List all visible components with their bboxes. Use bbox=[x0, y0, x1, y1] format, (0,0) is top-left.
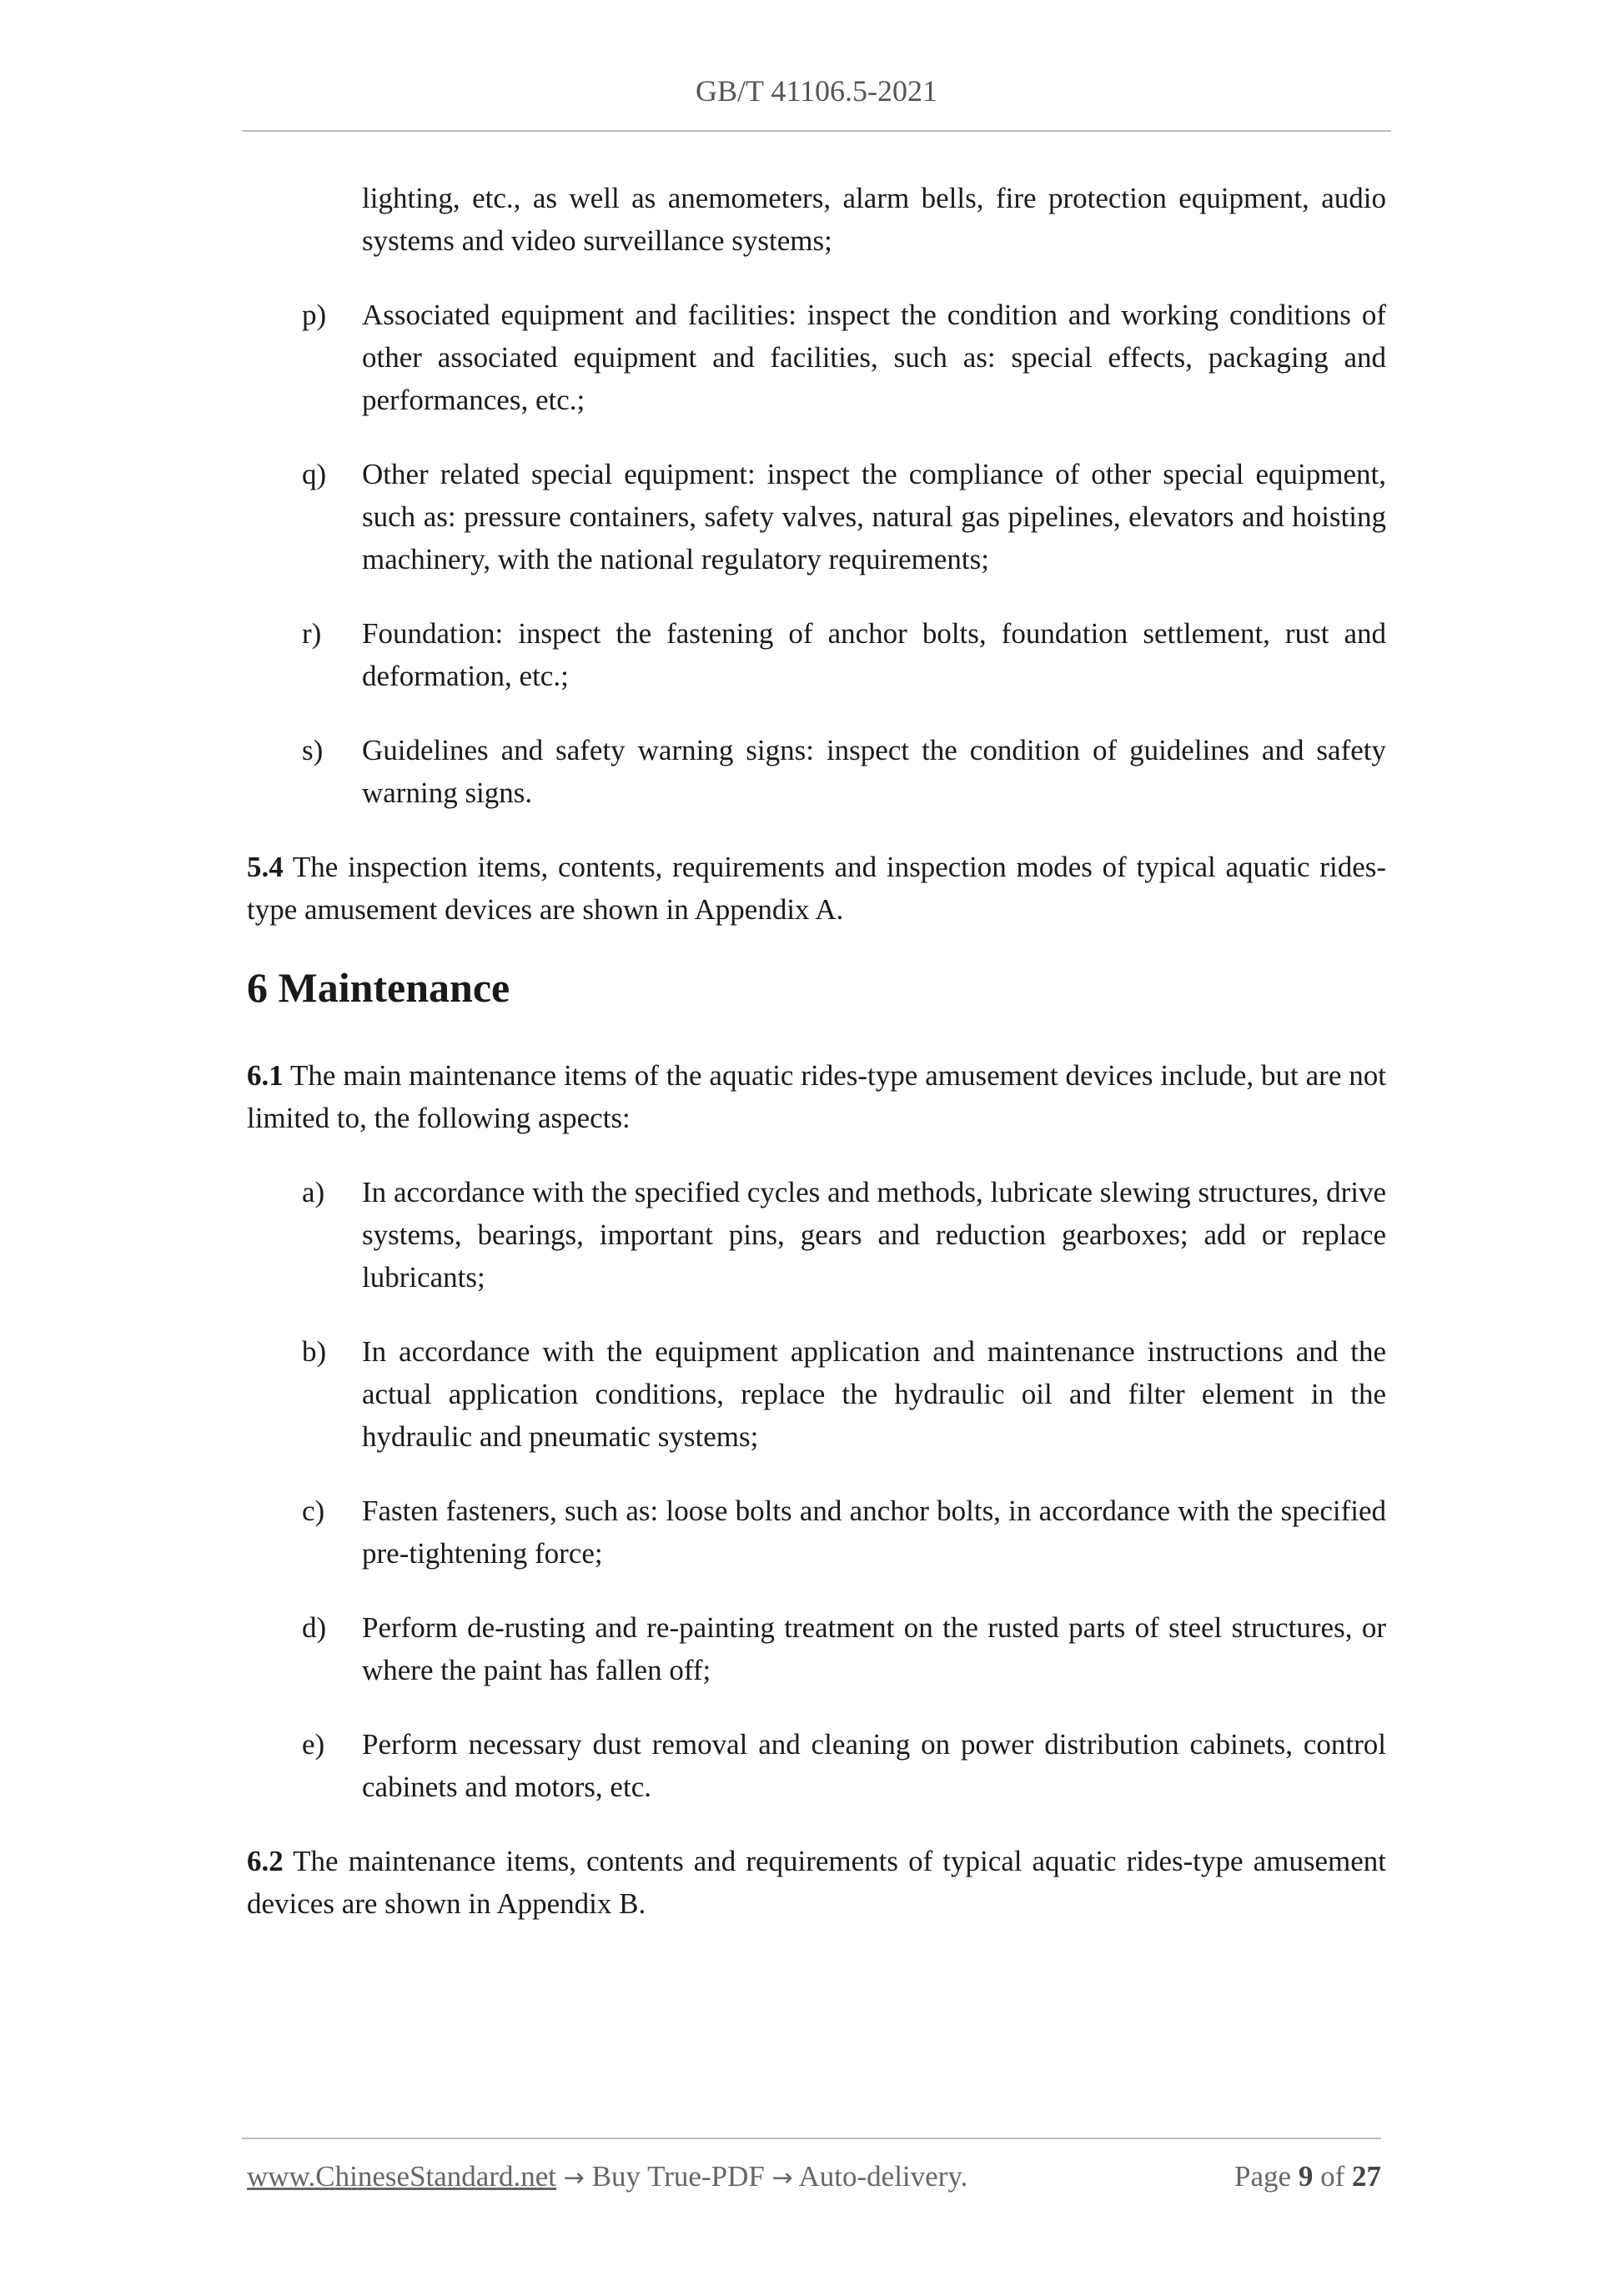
arrow-right-icon: → bbox=[563, 2163, 585, 2193]
footer-left bbox=[247, 2160, 967, 2193]
clause-number: 6.1 bbox=[247, 1059, 284, 1092]
continuation-text: lighting, etc., as well as anemometers, alarm bells, fire protection equipment, audio systems and video surveillance systems; bbox=[362, 182, 1386, 257]
arrow-right-icon: → bbox=[771, 2163, 793, 2193]
of-label: of bbox=[1313, 2160, 1352, 2193]
list-item-label: q) bbox=[302, 458, 327, 490]
list-item-label: p) bbox=[302, 299, 327, 331]
list-item-label: s) bbox=[302, 734, 324, 766]
list-item bbox=[247, 1330, 1386, 1458]
page-label: Page bbox=[1234, 2160, 1299, 2193]
list-item-label: a) bbox=[302, 1176, 325, 1208]
list-item-text: In accordance with the equipment application and maintenance instructions and the actual application conditions, replace the hydraulic oil and filter element in the hydraulic and pneumatic systems; bbox=[362, 1335, 1386, 1453]
clause-number: 6.2 bbox=[247, 1845, 284, 1877]
list-item-text: In accordance with the specified cycles and methods, lubricate slewing structures, drive systems, bearings, important pins, gears and reduction gearboxes; add or replace lubricants; bbox=[362, 1176, 1386, 1294]
list-item bbox=[247, 453, 1386, 580]
section-heading: 6 Maintenance bbox=[247, 964, 510, 1011]
list-item bbox=[247, 1171, 1386, 1299]
list-item-label: e) bbox=[302, 1728, 325, 1761]
list-item bbox=[247, 294, 1386, 421]
clause-6-1 bbox=[247, 1054, 1386, 1139]
list-item-text: Perform de-rusting and re-painting treatment on the rusted parts of steel structures, or where the paint has fallen off; bbox=[362, 1611, 1386, 1686]
site-link[interactable]: www.ChineseStandard.net bbox=[247, 2160, 556, 2193]
list-item-label: r) bbox=[302, 617, 322, 650]
list-item-text: Associated equipment and facilities: inspect the condition and working conditions of other associated equipment and facilities, such as: special effects, packaging and performances, etc.; bbox=[362, 299, 1386, 416]
list-item bbox=[247, 1606, 1386, 1691]
list-item-text: Other related special equipment: inspect the compliance of other special equipment, such as: pressure containers, safety valves, natural gas pipelines, elevators and hoisting machinery, with the national regulatory requirements; bbox=[362, 458, 1386, 575]
clause-text: The main maintenance items of the aquatic rides-type amusement devices include, but are not limited to, the following aspects: bbox=[247, 1059, 1386, 1134]
list-item-label: c) bbox=[302, 1495, 325, 1527]
clause-text: The maintenance items, contents and requirements of typical aquatic rides-type amusement devices are shown in Appendix B. bbox=[247, 1845, 1386, 1920]
list-item bbox=[247, 612, 1386, 697]
clause-5-4 bbox=[247, 846, 1386, 931]
page-footer bbox=[247, 2160, 1381, 2193]
document-body bbox=[247, 177, 1386, 1957]
list-item-text: Foundation: inspect the fastening of anchor bolts, foundation settlement, rust and deformation, etc.; bbox=[362, 617, 1386, 692]
list-item bbox=[247, 729, 1386, 814]
page-header: GB/T 41106.5-2021 bbox=[695, 74, 937, 108]
clause-text: The inspection items, contents, requirements and inspection modes of typical aquatic rides-type amusement devices are shown in Appendix A. bbox=[247, 851, 1386, 926]
page-total: 27 bbox=[1352, 2160, 1381, 2193]
list-item-text: Fasten fasteners, such as: loose bolts and anchor bolts, in accordance with the specified pre-tightening force; bbox=[362, 1495, 1386, 1570]
clause-number: 5.4 bbox=[247, 851, 284, 883]
list-item bbox=[247, 1723, 1386, 1808]
page-indicator bbox=[1234, 2160, 1381, 2193]
list-item-label: d) bbox=[302, 1611, 327, 1644]
list-item-text: Perform necessary dust removal and cleaning on power distribution cabinets, control cabinets and motors, etc. bbox=[362, 1728, 1386, 1803]
list-item-label: b) bbox=[302, 1335, 327, 1368]
delivery-text: Auto-delivery. bbox=[792, 2160, 968, 2193]
clause-6-2 bbox=[247, 1840, 1386, 1925]
header-divider bbox=[242, 130, 1391, 132]
list-item-text: Guidelines and safety warning signs: inspect the condition of guidelines and safety warning signs. bbox=[362, 734, 1386, 809]
footer-divider bbox=[242, 2138, 1381, 2139]
list-item bbox=[247, 1490, 1386, 1575]
page-number: 9 bbox=[1298, 2160, 1314, 2193]
buy-text: Buy True-PDF bbox=[584, 2160, 772, 2193]
